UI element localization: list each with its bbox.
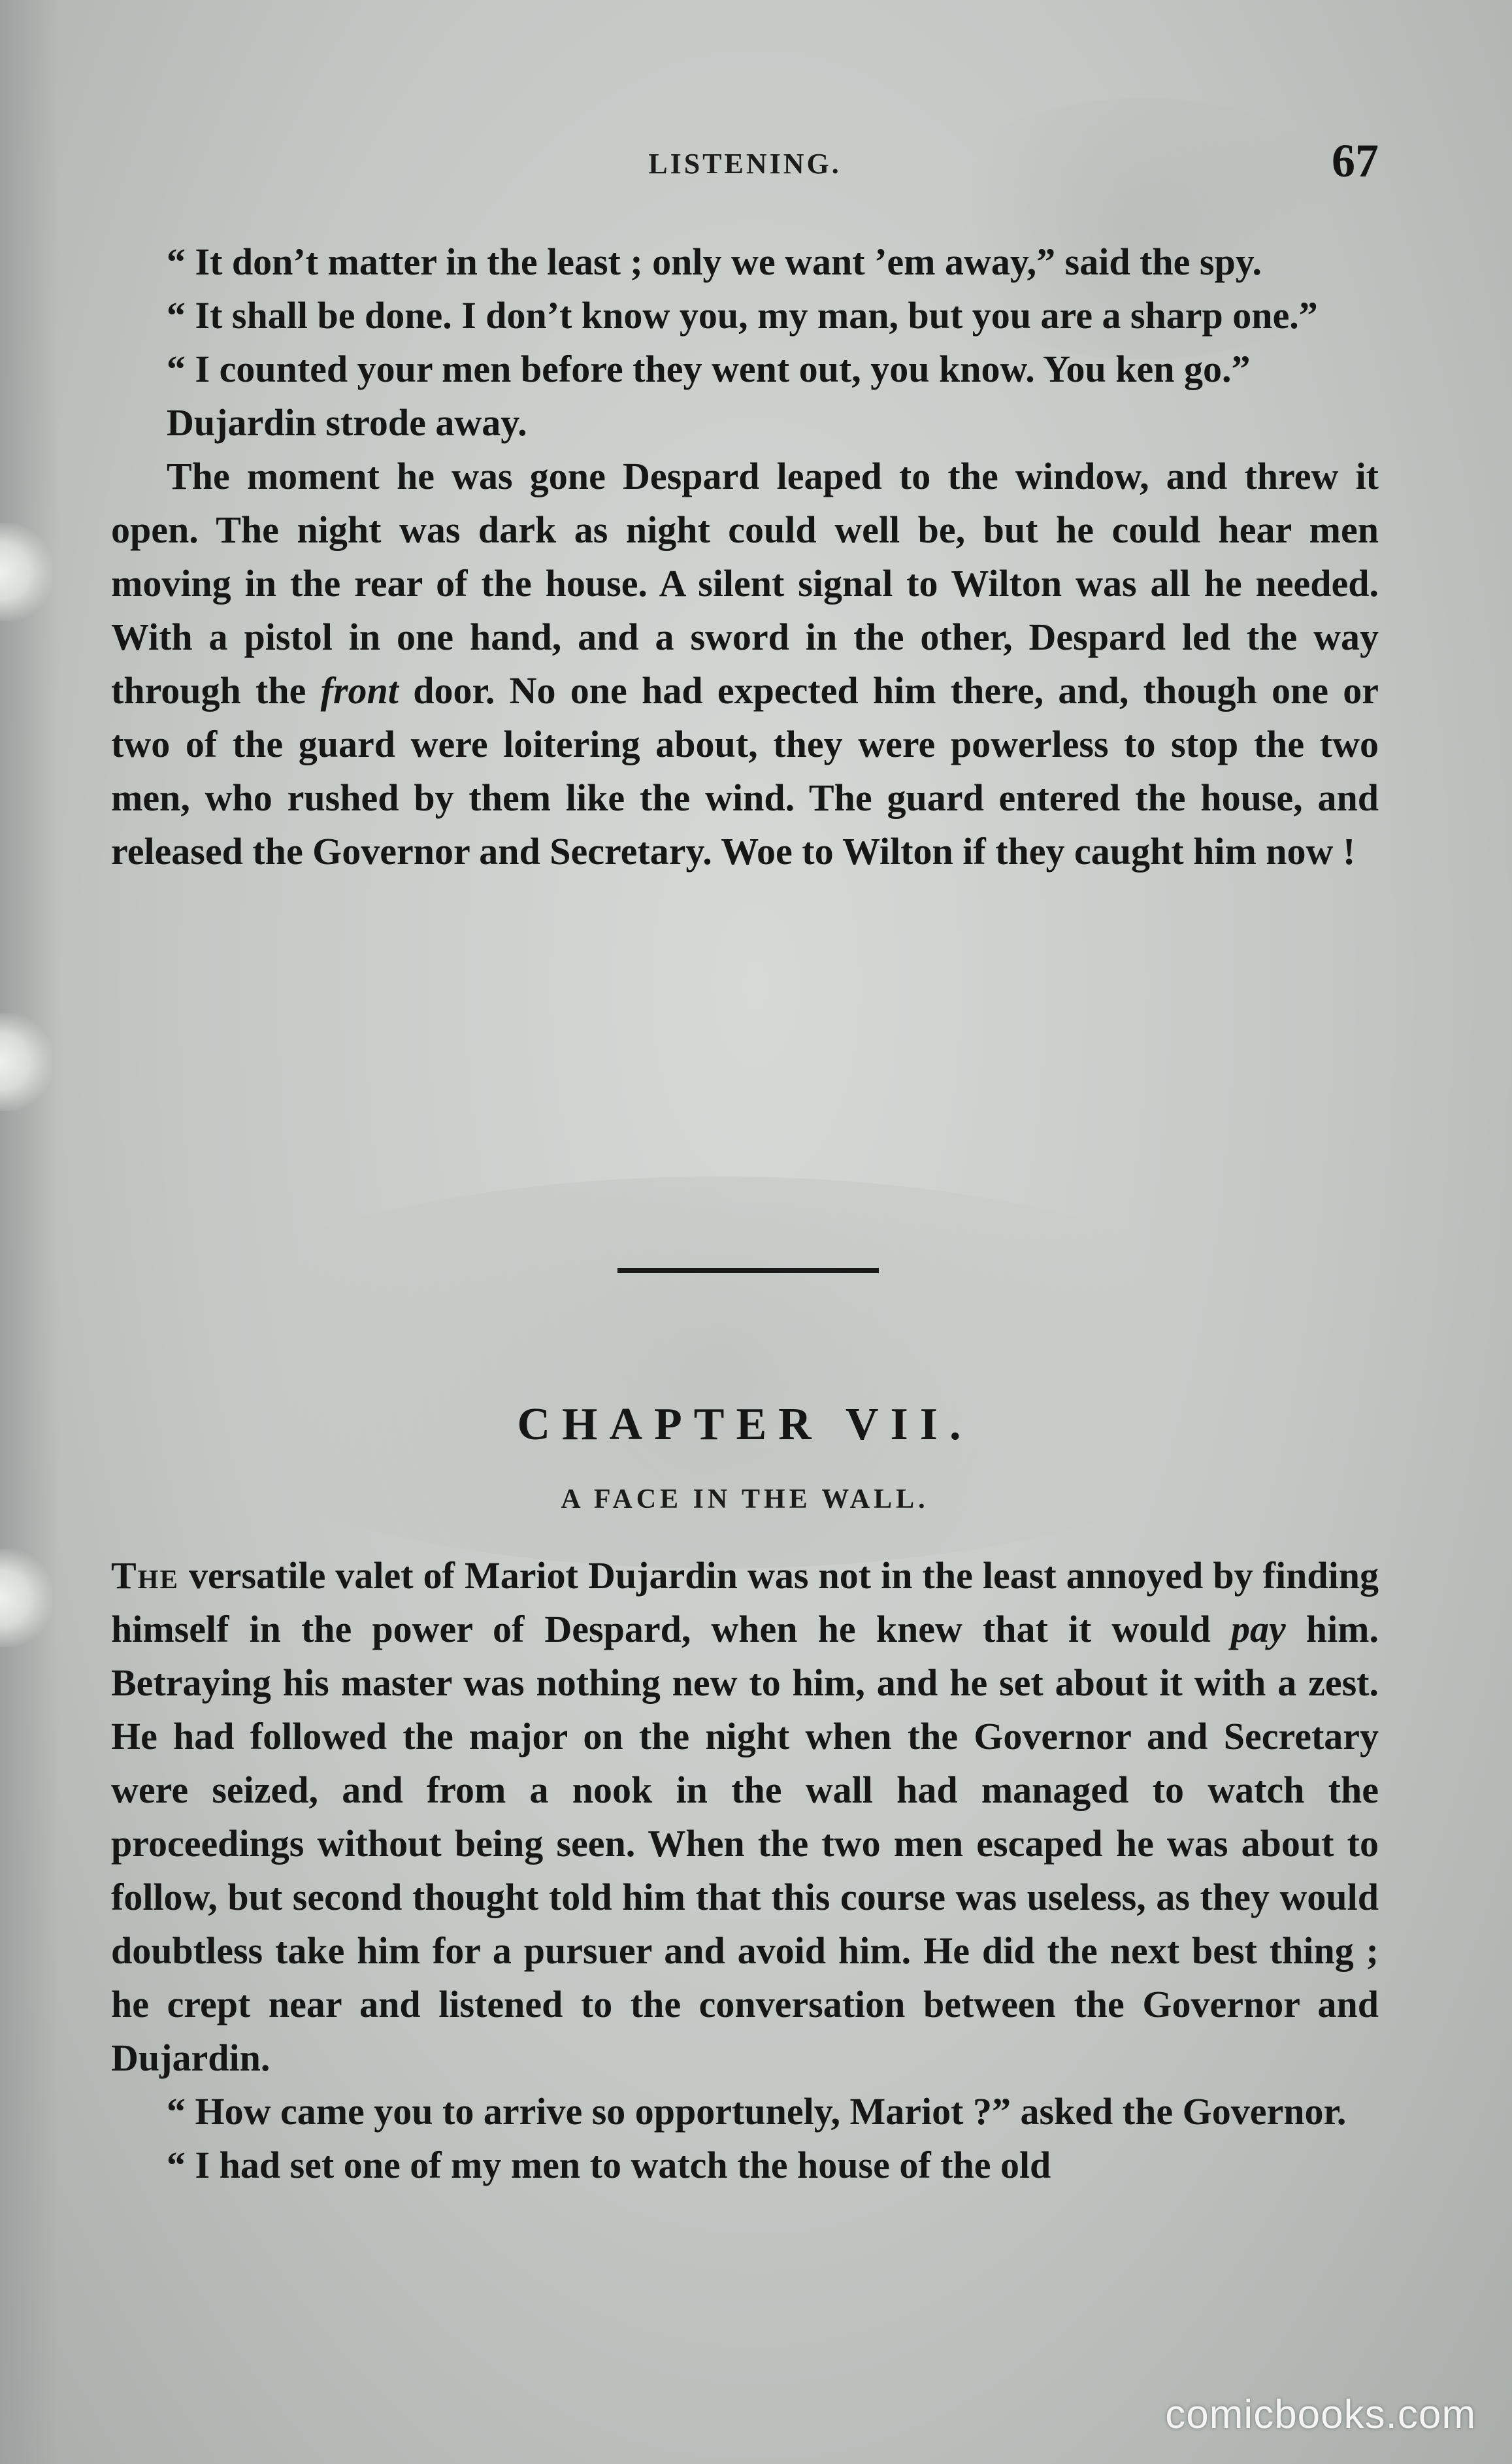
chapter-title: CHAPTER VII. xyxy=(517,1399,973,1450)
page-tear xyxy=(0,1549,52,1647)
paragraph-text: The moment he was gone Despard leaped to the window, and threw it open. The night was dark as night could well be, but he could hear men moving in the rear of the house. A silent signal to Wilton was all he needed. With a pistol in one hand, and a sword in the other, Despard led the way through the xyxy=(111,455,1379,712)
page-number: 67 xyxy=(1332,135,1379,187)
paragraph: Dujardin strode away. xyxy=(167,401,527,444)
chapter-subtitle: A FACE IN THE WALL. xyxy=(561,1484,929,1514)
page-edge-shadow xyxy=(0,0,59,2464)
paragraph: “ It shall be done. I don’t know you, my man, but you are a sharp one.” xyxy=(167,294,1318,337)
paragraph-text: door. No one had expected him there, and, though one or two of the guard were loitering about, they were powerless to stop the two men, who rushed by them like the wind. The guard entered the house, and released the Governor and Secretary. Woe to Wilton if they caught him now ! xyxy=(111,669,1379,873)
text-section-1 xyxy=(111,235,1379,878)
section-divider xyxy=(617,1268,879,1273)
paragraph: “ I counted your men before they went out, you know. You ken go.” xyxy=(167,348,1251,390)
page-tear xyxy=(0,1013,52,1111)
page-tear xyxy=(0,523,52,621)
paragraph xyxy=(111,1549,1379,2085)
paragraph: “ How came you to arrive so opportunely, Mariot ?” asked the Governor. xyxy=(167,2090,1347,2133)
text-section-2 xyxy=(111,1549,1379,2192)
paragraph: “ I had set one of my men to watch the house of the old xyxy=(167,2144,1051,2186)
paragraph-text: versatile valet of Mariot Dujardin was not in the least annoyed by finding himself in the power of Despard, when he knew that it would xyxy=(111,1554,1379,1650)
opening-word: The xyxy=(111,1554,179,1597)
paragraph xyxy=(111,450,1379,878)
paragraph-text: him. Betraying his master was nothing new to him, and he set about it with a zest. He had followed the major on the night when the Governor and Secretary were seized, and from a nook in the wall had managed to watch the proceedings without being seen. When the two men escaped he was about to follow, but second thought told him that this course was useless, as they would doubtless take him for a pursuer and avoid him. He did the next best thing ; he crept near and listened to the conversation between the Governor and Dujardin. xyxy=(111,1608,1379,2079)
page-header xyxy=(111,134,1379,186)
running-head: LISTENING. xyxy=(648,148,842,180)
watermark: comicbooks.com xyxy=(1165,2392,1476,2437)
paragraph: “ It don’t matter in the least ; only we want ’em away,” said the spy. xyxy=(167,241,1262,283)
italic-word: front xyxy=(320,669,399,712)
italic-word: pay xyxy=(1230,1608,1286,1650)
